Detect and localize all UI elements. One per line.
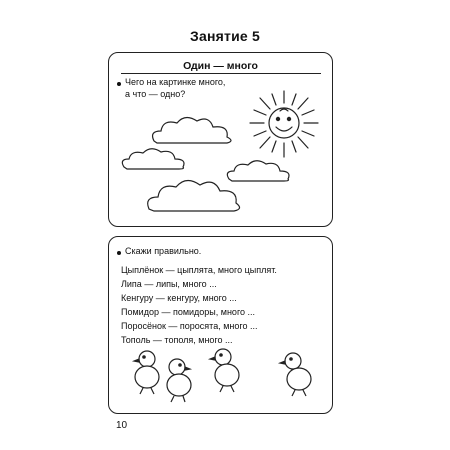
page-number: 10 <box>116 420 128 431</box>
list-item: Тополь — тополя, много ... <box>121 335 233 345</box>
bullet-icon <box>117 251 121 255</box>
page-title: Занятие 5 <box>190 28 260 44</box>
list-item: Помидор — помидоры, много ... <box>121 307 256 317</box>
exercise-card-say-correctly <box>108 236 333 414</box>
question-line-1: Чего на картинке много, <box>125 77 226 87</box>
chick-illustration <box>279 349 319 399</box>
exercise-card-one-many <box>108 52 333 227</box>
question-line-2: а что — одно? <box>125 89 186 99</box>
list-item: Поросёнок — поросята, много ... <box>121 321 258 331</box>
list-item: Липа — липы, много ... <box>121 279 217 289</box>
word-list <box>121 263 277 347</box>
chick-illustration <box>159 355 199 405</box>
chick-illustration <box>207 345 247 395</box>
sun-illustration <box>244 85 324 165</box>
bullet-icon <box>117 82 121 86</box>
title-divider <box>121 73 321 74</box>
cloud-illustration <box>144 173 244 218</box>
list-item: Кенгуру — кенгуру, много ... <box>121 293 237 303</box>
cloud-illustration <box>119 145 189 175</box>
prompt-text: Скажи правильно. <box>125 246 202 256</box>
list-item: Цыплёнок — цыплята, много цыплят. <box>121 265 277 275</box>
card-title: Один — много <box>183 60 258 72</box>
